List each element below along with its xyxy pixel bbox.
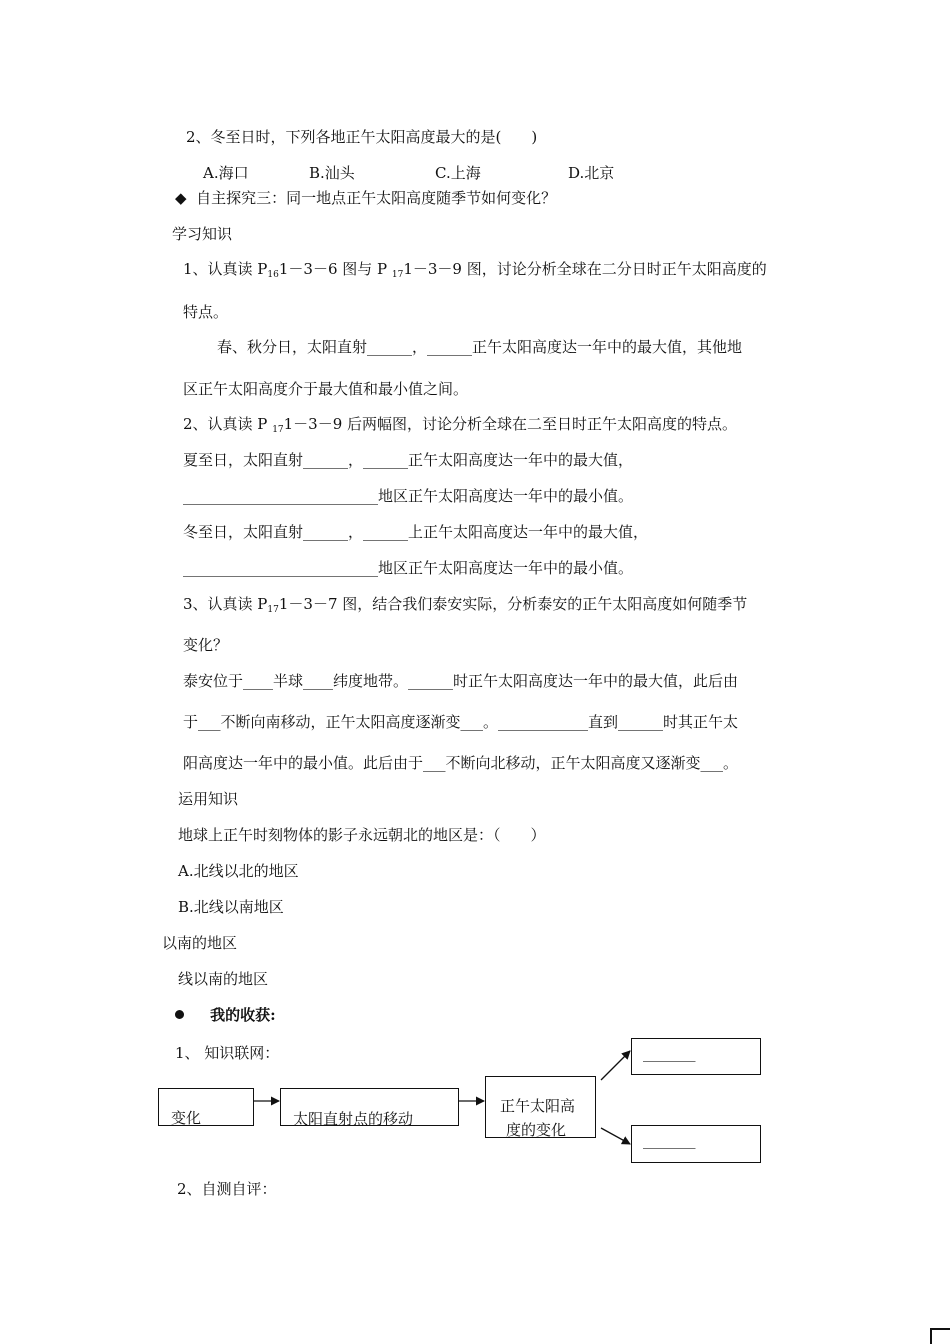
learn-item-2: 2、认真读 P $_{17}$1－3－9 后两幅图，讨论分析全球在二至日时正午太阳高度的特点。 [183,415,738,435]
bullet-dot-icon [175,1010,184,1019]
harvest-heading [175,1005,276,1025]
equinox-line-1: 春、秋分日，太阳直射______，______正午太阳高度达一年中的最大值，其他地 [217,338,743,356]
diagram-box-sun-point: 太阳直射点的移动 [280,1088,459,1126]
question-2-stem: 2、冬至日时，下列各地正午太阳高度最大的是( ) [186,128,538,146]
winter-solstice-line-1: 冬至日，太阳直射______，______上正午太阳高度达一年中的最大值， [183,523,649,541]
learn-item-3-cont: 变化？ [183,636,229,654]
option-a: A.海口 [203,164,249,182]
option-d: D.北京 [568,164,615,182]
apply-option-c: 以南的地区 [162,934,238,952]
apply-heading: 运用知识 [178,790,239,808]
learn-item-1-cont: 特点。 [183,303,229,321]
diagram-box-noon-altitude: 正午太阳高 度的变化 [485,1076,596,1138]
learn-item-1: 1、认真读 $P_{16}1-3-6$ 图与 P $_{17}$1－3－9 图，讨论分析全球在二分日时正午太阳高度的 [183,260,767,280]
diamond-bullet-icon: ◆ [175,189,187,207]
page-corner-mark [930,1328,950,1344]
arrow-4 [601,1128,630,1144]
taian-line-1: 泰安位于____半球____纬度地带。______时正午太阳高度达一年中的最大值，此后由 [183,672,739,690]
diagram-box-output-bottom: _______ [631,1125,761,1163]
option-c: C.上海 [435,164,481,182]
taian-line-2: 于___不断向南移动，正午太阳高度逐渐变___。____________直到______时其正午太 [183,713,739,731]
question-2-options [203,163,614,183]
harvest-item-1: 1、 知识联网： [175,1044,280,1062]
apply-option-b: B.北线以南地区 [178,898,284,916]
learn-heading: 学习知识 [172,225,233,243]
explore-3-title: 自主探究三：同一地点正午太阳高度随季节如何变化？ [196,189,557,207]
learn-item-3: 3、认真读 $P_{17}1-3-7$ 图，结合我们泰安实际，分析泰安的正午太阳高度如何随季节 [183,595,748,615]
option-b: B.汕头 [309,164,355,182]
apply-question: 地球上正午时刻物体的影子永远朝北的地区是：（ ） [178,826,546,844]
explore-3-heading [175,188,556,208]
summer-solstice-line-2: __________________________地区正午太阳高度达一年中的最小值。 [183,487,634,505]
summer-solstice-line-1: 夏至日，太阳直射______，______正午太阳高度达一年中的最大值， [183,451,634,469]
diagram-box-change: 变化 [158,1088,254,1126]
equinox-line-2: 区正午太阳高度介于最大值和最小值之间。 [183,380,469,398]
harvest-title: 我的收获: [210,1006,276,1024]
winter-solstice-line-2: __________________________地区正午太阳高度达一年中的最小值。 [183,559,634,577]
apply-option-a: A.北线以北的地区 [178,862,299,880]
diagram-box-output-top: _______ [631,1038,761,1075]
apply-option-d: 线以南的地区 [178,970,269,988]
harvest-item-2: 2、自测自评： [177,1180,277,1198]
arrow-3 [601,1051,630,1080]
taian-line-3: 阳高度达一年中的最小值。此后由于___不断向北移动，正午太阳高度又逐渐变___。 [183,754,739,772]
